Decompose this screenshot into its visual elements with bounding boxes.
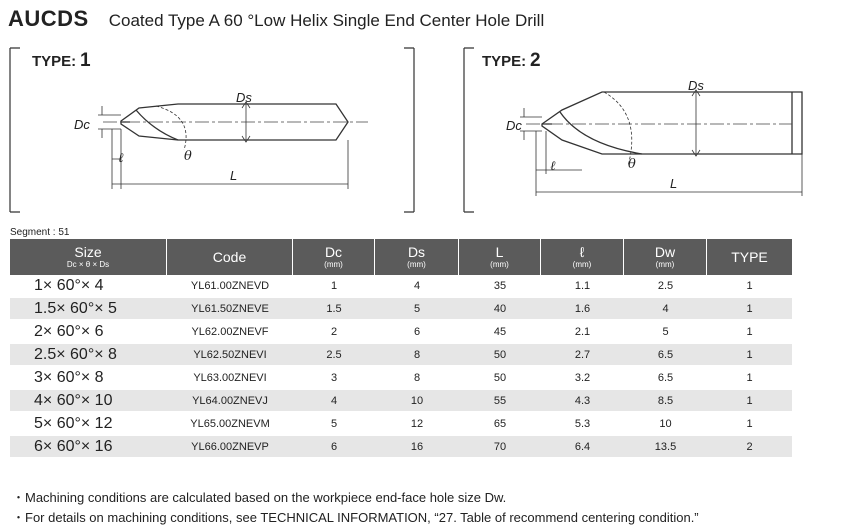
- table-cell: 3: [293, 367, 375, 390]
- l-label-1: ℓ: [118, 151, 124, 166]
- type2-diagram: [462, 44, 812, 216]
- table-cell: 1.5× 60°× 5: [10, 298, 167, 321]
- table-cell: 4× 60°× 10: [10, 390, 167, 413]
- table-cell: 50: [459, 344, 541, 367]
- table-cell: 45: [459, 321, 541, 344]
- table-cell: 2.1: [541, 321, 624, 344]
- table-cell: 2.5: [624, 275, 707, 298]
- table-cell: 4: [375, 275, 459, 298]
- table-cell: YL61.50ZNEVE: [167, 298, 293, 321]
- table-row: [10, 275, 792, 298]
- table-cell: 2.5× 60°× 8: [10, 344, 167, 367]
- table-row: [10, 344, 792, 367]
- ds-label-1: Ds: [236, 90, 252, 105]
- table-cell: 3× 60°× 8: [10, 367, 167, 390]
- table-cell: 10: [375, 390, 459, 413]
- table-cell: 2: [707, 436, 792, 459]
- table-header-row: [10, 239, 792, 275]
- column-header-unit: (mm): [655, 259, 675, 269]
- table-cell: 35: [459, 275, 541, 298]
- column-header-unit: (mm): [407, 259, 426, 269]
- table-cell: 16: [375, 436, 459, 459]
- table-cell: 65: [459, 413, 541, 436]
- segment-label: Segment : 51: [10, 227, 70, 238]
- column-header: [10, 239, 167, 275]
- column-header: [707, 239, 792, 275]
- product-title: Coated Type A 60 °Low Helix Single End Center Hole Drill: [108, 11, 545, 30]
- table-cell: 2: [293, 321, 375, 344]
- theta-label-1: θ: [184, 149, 192, 164]
- type2-number: 2: [530, 50, 541, 71]
- table-cell: 5: [375, 298, 459, 321]
- table-cell: YL62.50ZNEVI: [167, 344, 293, 367]
- table-cell: 70: [459, 436, 541, 459]
- table-cell: YL65.00ZNEVM: [167, 413, 293, 436]
- table-cell: 3.2: [541, 367, 624, 390]
- type1-diagram: [8, 44, 418, 216]
- table-cell: 6.4: [541, 436, 624, 459]
- type1-number: 1: [80, 50, 91, 71]
- column-header-label: Code: [212, 248, 247, 265]
- table-cell: 1: [707, 344, 792, 367]
- column-header-label: Dw: [654, 243, 676, 260]
- table-cell: 6.5: [624, 367, 707, 390]
- table-cell: YL63.00ZNEVI: [167, 367, 293, 390]
- page-header: [8, 6, 544, 32]
- note-1: ・Machining conditions are calculated based on the workpiece end-face hole size Dw.: [12, 490, 507, 505]
- dimensions-1: [98, 102, 348, 189]
- L-label-2: L: [670, 176, 678, 191]
- table-cell: 2.5: [293, 344, 375, 367]
- column-header-unit: (mm): [572, 259, 592, 269]
- table-row: [10, 367, 792, 390]
- table-cell: 1: [707, 413, 792, 436]
- table-cell: 5: [293, 413, 375, 436]
- bracket-left-2: [464, 48, 474, 212]
- ds-label-2: Ds: [688, 78, 704, 93]
- type1-label: TYPE:: [32, 53, 77, 70]
- table-cell: 6× 60°× 16: [10, 436, 167, 459]
- column-header-label: ℓ: [579, 243, 585, 260]
- table-cell: 4.3: [541, 390, 624, 413]
- table-cell: 2.7: [541, 344, 624, 367]
- product-code: AUCDS: [8, 6, 89, 31]
- table-row: [10, 436, 792, 459]
- table-cell: 1: [707, 367, 792, 390]
- theta-label-2: θ: [628, 157, 636, 172]
- table-cell: 8: [375, 367, 459, 390]
- table-row: [10, 298, 792, 321]
- table-body: [10, 275, 792, 459]
- column-header-unit: (mm): [324, 259, 343, 269]
- table-cell: 1: [293, 275, 375, 298]
- column-header-label: Size: [74, 243, 102, 260]
- l-label-2: ℓ: [550, 159, 556, 174]
- dc-label-1: Dc: [74, 117, 90, 132]
- column-header: [375, 239, 459, 275]
- table-cell: 12: [375, 413, 459, 436]
- table-cell: 2× 60°× 6: [10, 321, 167, 344]
- column-header: [167, 239, 293, 275]
- column-header: [459, 239, 541, 275]
- spec-table: [10, 239, 792, 459]
- table-cell: 1: [707, 390, 792, 413]
- column-header-unit: Dc × θ × Ds: [66, 259, 110, 269]
- table-cell: 8.5: [624, 390, 707, 413]
- bracket-right: [404, 48, 414, 212]
- bracket-left: [10, 48, 20, 212]
- column-header-unit: (mm): [490, 259, 509, 269]
- table-cell: YL66.00ZNEVP: [167, 436, 293, 459]
- table-cell: 5.3: [541, 413, 624, 436]
- table-cell: 4: [293, 390, 375, 413]
- table-cell: YL62.00ZNEVF: [167, 321, 293, 344]
- table-cell: 8: [375, 344, 459, 367]
- table-cell: YL61.00ZNEVD: [167, 275, 293, 298]
- table-cell: 13.5: [624, 436, 707, 459]
- table-cell: 1.1: [541, 275, 624, 298]
- table-cell: 10: [624, 413, 707, 436]
- table-cell: 5: [624, 321, 707, 344]
- table-cell: 6: [375, 321, 459, 344]
- table-row: [10, 321, 792, 344]
- table-cell: 5× 60°× 12: [10, 413, 167, 436]
- column-header-label: Ds: [407, 243, 426, 260]
- column-header: [293, 239, 375, 275]
- table-cell: 50: [459, 367, 541, 390]
- table-cell: 6.5: [624, 344, 707, 367]
- column-header: [624, 239, 707, 275]
- table-cell: YL64.00ZNEVJ: [167, 390, 293, 413]
- type2-label: TYPE:: [482, 53, 527, 70]
- table-row: [10, 413, 792, 436]
- drill-outline-2: [542, 92, 802, 154]
- column-header: [541, 239, 624, 275]
- note-2: ・For details on machining conditions, see TECHNICAL INFORMATION, “27. Table of recommend centering condition.”: [12, 510, 699, 525]
- table-cell: 1.5: [293, 298, 375, 321]
- table-cell: 1: [707, 321, 792, 344]
- table-cell: 1: [707, 275, 792, 298]
- table-cell: 1: [707, 298, 792, 321]
- table-cell: 6: [293, 436, 375, 459]
- table-cell: 55: [459, 390, 541, 413]
- dc-label-2: Dc: [506, 118, 522, 133]
- table-cell: 1× 60°× 4: [10, 275, 167, 298]
- table-cell: 4: [624, 298, 707, 321]
- column-header-label: TYPE: [731, 248, 768, 265]
- table-cell: 1.6: [541, 298, 624, 321]
- table-cell: 40: [459, 298, 541, 321]
- column-header-label: Dc: [324, 243, 343, 260]
- column-header-label: L: [495, 243, 504, 260]
- L-label-1: L: [230, 168, 238, 183]
- dimensions-2: [520, 90, 802, 196]
- table-row: [10, 390, 792, 413]
